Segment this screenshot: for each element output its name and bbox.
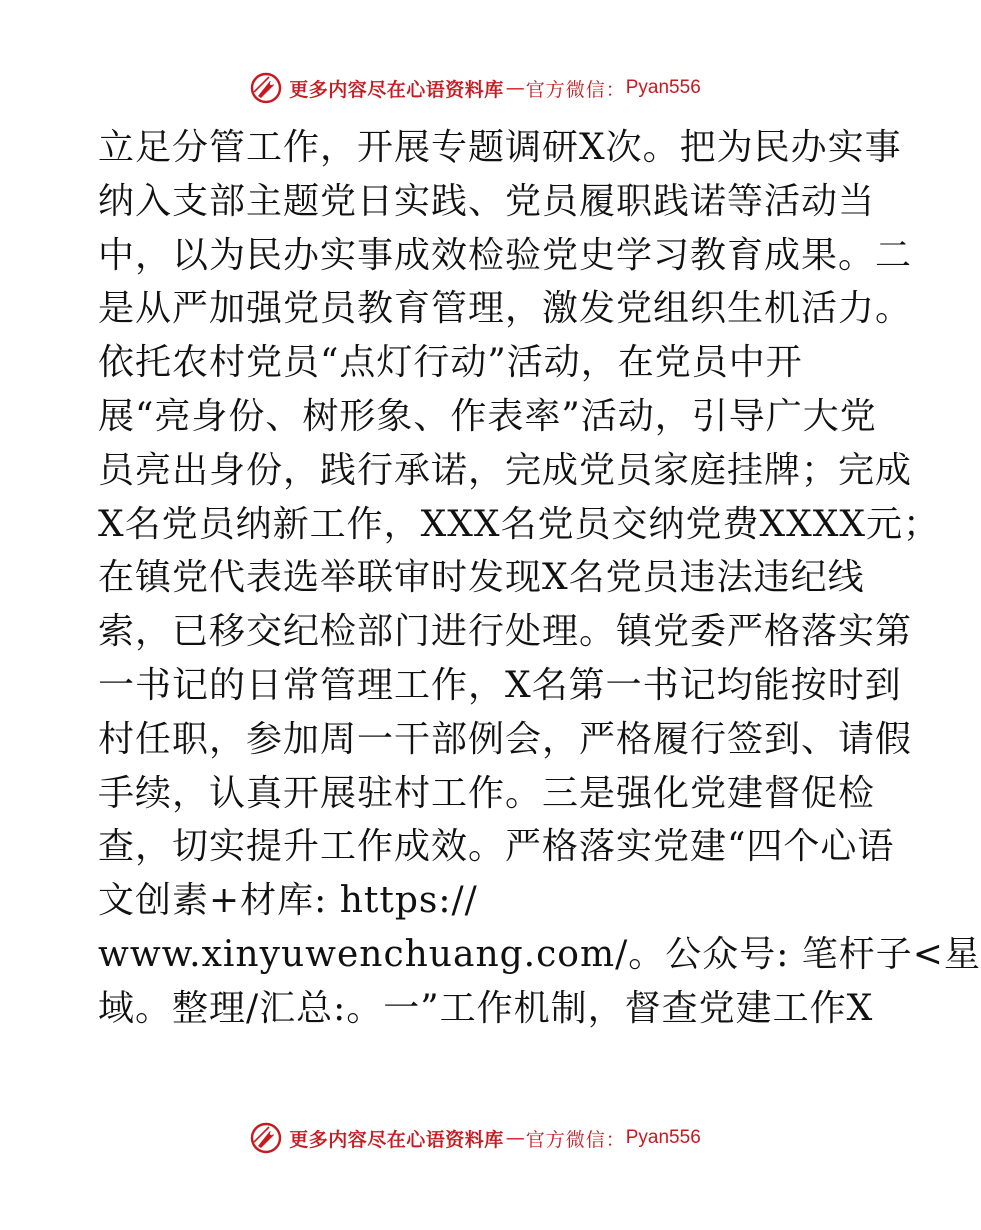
- watermark-brand: 更多内容尽在心语资料库: [289, 1128, 504, 1151]
- body-line: X名党员纳新工作，XXX名党员交纳党费XXXX元；: [98, 503, 941, 545]
- body-line: 查，切实提升工作成效。严格落实党建“四个心语: [98, 826, 895, 868]
- watermark-official-label: 官方微信：: [525, 78, 626, 101]
- body-line: 文创素+材库: https://: [98, 880, 478, 922]
- body-line: 纳入支部主题党日实践、党员履职践诺等活动当: [98, 180, 876, 222]
- watermark-official-label: 官方微信：: [525, 1128, 626, 1151]
- pen-nib-logo-icon: [249, 71, 283, 105]
- body-line: 展“亮身份、树形象、作表率”活动，引导广大党: [98, 395, 877, 437]
- body-line: 村任职，参加周一干部例会，严格履行签到、请假: [98, 718, 913, 760]
- watermark-brand: 更多内容尽在心语资料库: [289, 78, 504, 101]
- watermark-wechat-id: Pyan556: [625, 77, 701, 98]
- watermark-dash: —: [505, 77, 524, 99]
- body-line: 员亮出身份，践行承诺，完成党员家庭挂牌；完成: [98, 449, 913, 491]
- body-line: 索，已移交纪检部门进行处理。镇党委严格落实第: [98, 611, 913, 653]
- body-line: www.xinyuwenchuang.com/。公众号: 笔杆子<星: [98, 933, 981, 975]
- body-line: 在镇党代表选举联审时发现X名党员违法违纪线: [98, 557, 865, 599]
- document-body: [98, 121, 981, 1036]
- watermark-dash: —: [505, 1127, 524, 1149]
- footer-watermark: [0, 1118, 950, 1158]
- header-watermark: [0, 68, 950, 108]
- body-line: 域。整理/汇总:。一”工作机制，督查党建工作X: [98, 987, 874, 1029]
- body-line: 中，以为民办实事成效检验党史学习教育成果。二: [98, 234, 913, 276]
- body-line: 立足分管工作，开展专题调研X次。把为民办实事: [98, 127, 902, 168]
- pen-nib-logo-icon: [249, 1121, 283, 1155]
- body-line: 是从严加强党员教育管理，激发党组织生机活力。: [98, 288, 913, 330]
- body-line: 依托农村党员“点灯行动”活动，在党员中开: [98, 342, 803, 384]
- body-line: 手续，认真开展驻村工作。三是强化党建督促检: [98, 772, 876, 814]
- watermark-wechat-id: Pyan556: [625, 1127, 701, 1148]
- body-line: 一书记的日常管理工作，X名第一书记均能按时到: [98, 664, 902, 706]
